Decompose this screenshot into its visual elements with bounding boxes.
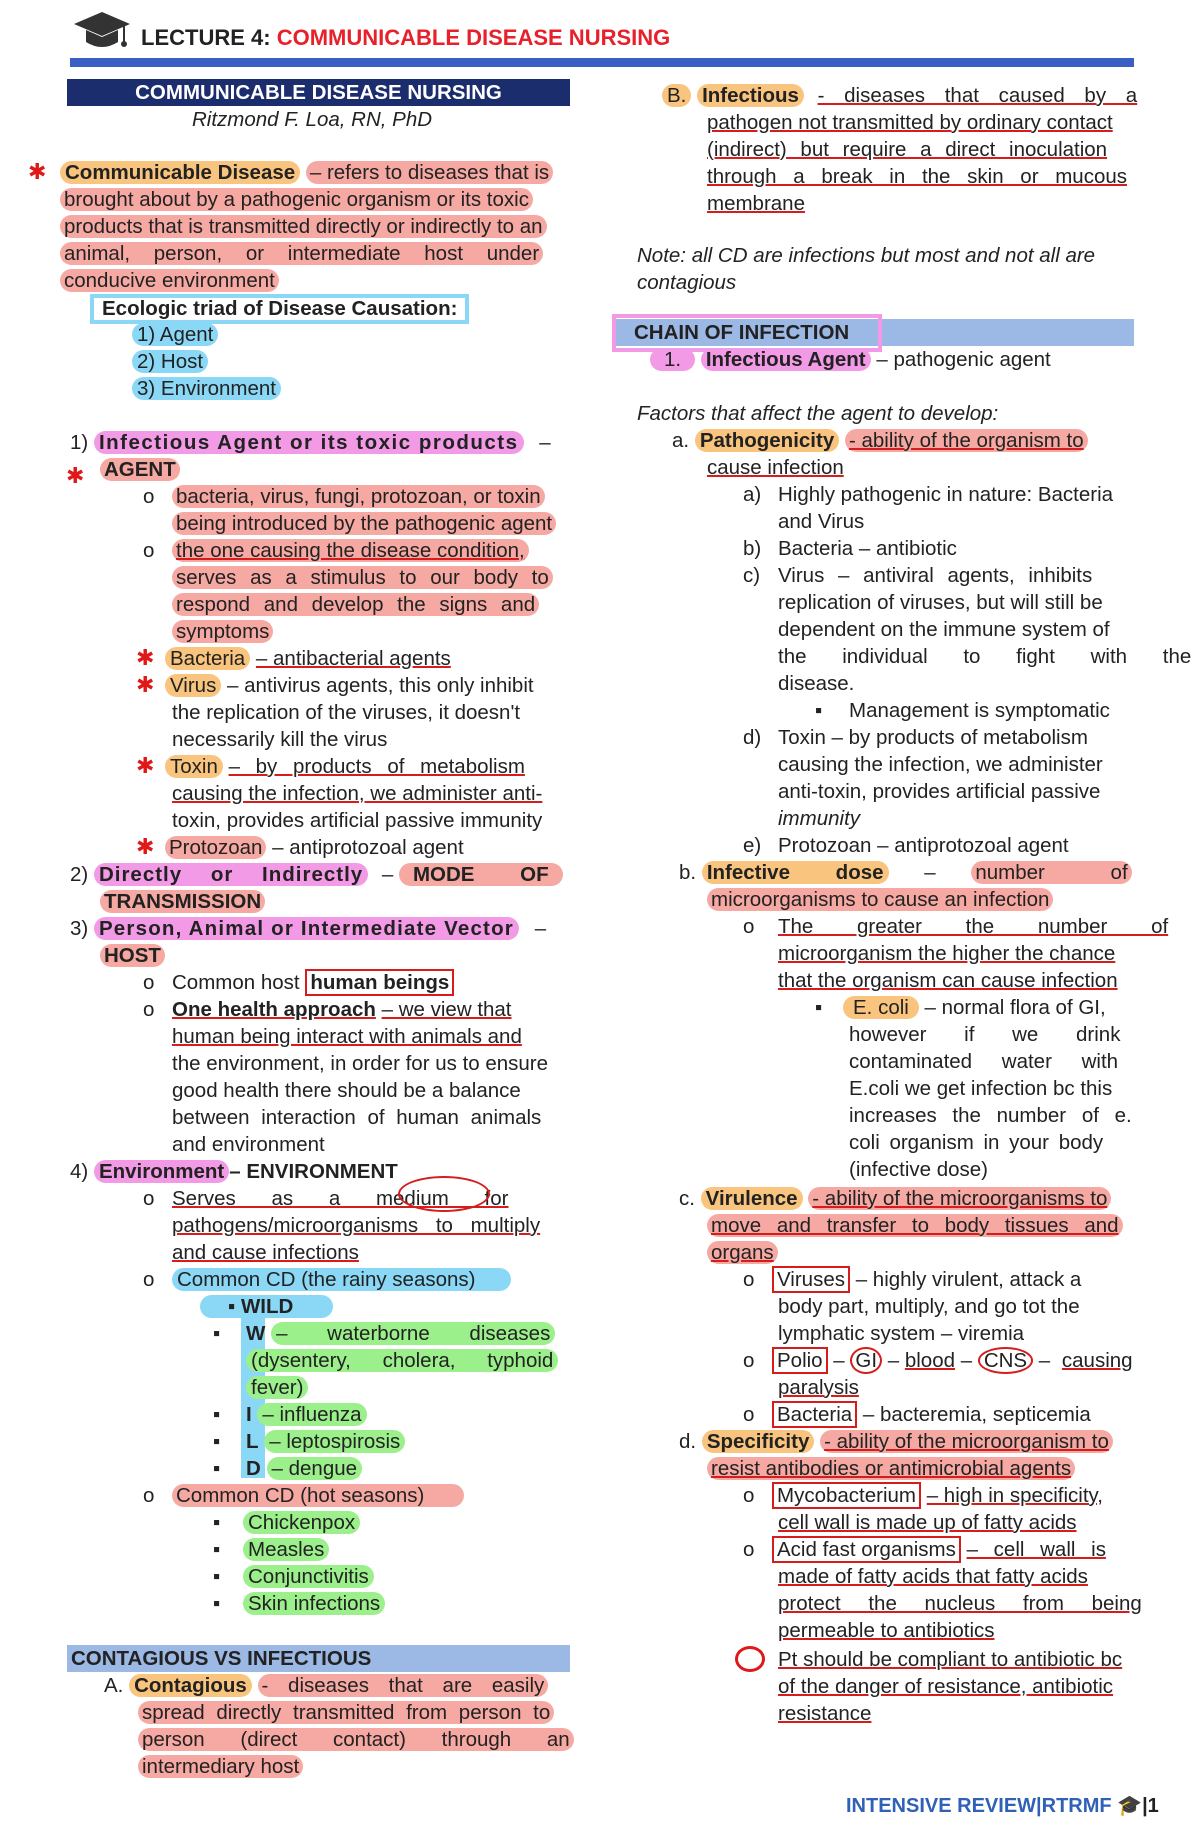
cd-def: brought about by a pathogenic organism or its toxic [60, 188, 533, 211]
s1-dash: – [539, 431, 551, 454]
a-term: Contagious [129, 1674, 252, 1697]
bacteria-term: Bacteria [165, 647, 250, 670]
pa-item: causing the infection, we administer [778, 753, 1103, 776]
ia-term: Infectious Agent [701, 348, 871, 371]
pa-num: c) [743, 564, 761, 587]
virus-rest: necessarily kill the virus [172, 728, 388, 751]
id-term: Infective dose [702, 861, 889, 884]
id-def: number of [971, 861, 1131, 884]
cd-def: products that is transmitted directly or indirectly to an [60, 215, 547, 238]
host-common: Common host [172, 971, 300, 994]
graduation-cap-icon [72, 8, 132, 54]
vir-def: move and transfer to body tissues and [707, 1214, 1123, 1237]
gi: GI [850, 1347, 882, 1374]
header-title: COMMUNICABLE DISEASE NURSING [276, 25, 671, 50]
causing: causing [1061, 1349, 1133, 1372]
star-icon: ✱ [66, 463, 85, 488]
protozoan-term: Protozoan [165, 836, 266, 859]
triad-title: Ecologic triad of Disease Causation: [90, 294, 469, 324]
triad-item: 1) Agent [132, 323, 218, 346]
host-label: HOST [100, 944, 165, 967]
pa-item: the individual to fight with the [778, 645, 1192, 668]
s2-num: 2) [70, 863, 89, 886]
b-def: - diseases that caused by a [817, 84, 1138, 107]
ia-rest: – pathogenic agent [876, 348, 1051, 371]
agent-heading [70, 429, 551, 456]
acid-rest: permeable to antibiotics [778, 1619, 995, 1642]
s4-num: 4) [70, 1160, 89, 1183]
one-health-rest: good health there should be a balance [172, 1079, 521, 1102]
circle-mark [398, 1176, 490, 1212]
pa-item: anti-toxin, provides artificial passive [778, 780, 1101, 803]
pa-num: a) [743, 483, 762, 506]
s1-title: Infectious Agent or its toxic products [94, 431, 524, 454]
vir-def: organs [707, 1241, 778, 1264]
pa-num: b) [743, 537, 762, 560]
b-def: pathogen not transmitted by ordinary contact [707, 111, 1113, 134]
virus-rest: the replication of the viruses, it doesn't [172, 701, 521, 724]
agent-bullet: symptoms [172, 620, 273, 643]
env-heading [70, 1158, 398, 1185]
id-dash: – [924, 861, 936, 884]
footer [846, 1793, 1159, 1820]
hot-item: Measles [243, 1538, 329, 1561]
cd-term: Communicable Disease [60, 161, 300, 184]
pa-item: Virus – antiviral agents, inhibits [778, 564, 1093, 587]
d-letter: D [246, 1457, 261, 1480]
cns: CNS [978, 1347, 1033, 1374]
b-def: through a break in the skin or mucous [707, 165, 1127, 188]
env-line: Serves as a medium for [172, 1187, 509, 1210]
a-def: person (direct contact) through an [138, 1728, 574, 1751]
myco-rest: – high in specificity, [926, 1484, 1103, 1507]
hot-label: Common CD (hot seasons) [172, 1484, 464, 1507]
one-health: One health approach [172, 998, 376, 1021]
myco-rest: cell wall is made up of fatty acids [778, 1511, 1077, 1534]
s2-mode: MODE OF [399, 863, 563, 886]
hot-item: Conjunctivitis [243, 1565, 374, 1588]
agent-bullet: being introduced by the pathogenic agent [172, 512, 556, 535]
page-header [141, 24, 670, 51]
s3-dash: – [534, 917, 547, 940]
graduation-cap-icon: 🎓 [1111, 1795, 1143, 1817]
header-rule [70, 58, 1134, 67]
cd-line-2 [60, 186, 570, 213]
i-text: – influenza [257, 1403, 366, 1426]
warning-icon [735, 1646, 765, 1672]
author: Ritzmond F. Loa, RN, PhD [192, 108, 433, 131]
acid-rest: – cell wall is [966, 1538, 1106, 1561]
ecoli-rest: E.coli we get infection bc this [849, 1077, 1113, 1100]
wild-label: ▪ WILD [200, 1295, 333, 1318]
viruses-rest: – highly virulent, attack a [855, 1268, 1082, 1291]
cvi-title: CONTAGIOUS VS INFECTIOUS [67, 1645, 570, 1672]
a-def: - diseases that are easily [258, 1674, 549, 1697]
hot-item: Skin infections [243, 1592, 385, 1615]
a-label: A. [104, 1674, 124, 1697]
bacteria2-term: Bacteria [772, 1401, 857, 1428]
spec-term: Specificity [702, 1430, 815, 1453]
pa-item: replication of viruses, but will still be [778, 591, 1103, 614]
pa-num: e) [743, 834, 762, 857]
toxin-rest: – by products of metabolism [228, 755, 525, 778]
id-bullet: that the organism can cause infection [778, 969, 1118, 992]
pa-item: and Virus [778, 510, 865, 533]
ecoli-rest: (infective dose) [849, 1158, 989, 1181]
s2-dash: – [381, 863, 394, 886]
chain-title: CHAIN OF INFECTION [612, 319, 1134, 346]
one-health-rest: between interaction of human animals [172, 1106, 542, 1129]
b-label: B. [662, 84, 691, 107]
virus-rest: – antivirus agents, this only inhibit [227, 674, 534, 697]
vir-label: c. [679, 1187, 695, 1210]
cd-def: conducive environment [60, 269, 279, 292]
pa-item: immunity [778, 807, 861, 830]
w-text: fever) [246, 1376, 308, 1399]
env-line: pathogens/microorganisms to multiply [172, 1214, 541, 1237]
id-bullet: microorganism the higher the chance [778, 942, 1116, 965]
note: contagious [637, 271, 737, 294]
section-title: COMMUNICABLE DISEASE NURSING [67, 79, 570, 106]
ecoli-rest: however if we drink [849, 1023, 1121, 1046]
toxin-rest: causing the infection, we administer anti- [172, 782, 543, 805]
s4-title: Environment [94, 1160, 229, 1183]
cd-line-4 [60, 240, 543, 267]
polio-term: Polio [772, 1347, 828, 1374]
pa-item: Bacteria – antibiotic [778, 537, 957, 560]
pa-term: Pathogenicity [695, 429, 839, 452]
star-icon: ✱ [28, 159, 47, 184]
rainy-label: Common CD (the rainy seasons) [172, 1268, 511, 1291]
cd-line-1 [60, 159, 553, 186]
ecoli-rest: contaminated water with [849, 1050, 1119, 1073]
viruses-rest: lymphatic system – viremia [778, 1322, 1025, 1345]
ia-num: 1. [650, 348, 695, 371]
s1-num: 1) [70, 431, 89, 454]
env-line: and cause infections [172, 1241, 359, 1264]
acid-rest: made of fatty acids that fatty acids [778, 1565, 1088, 1588]
ecoli-rest: coli organism in your body [849, 1131, 1104, 1154]
star-icon: ✱ [136, 834, 155, 859]
viruses-rest: body part, multiply, and go tot the [778, 1295, 1080, 1318]
cd-line-5 [60, 267, 279, 294]
footer-text: INTENSIVE REVIEW|RTRMF [846, 1795, 1112, 1817]
pa-item: disease. [778, 672, 855, 695]
i-letter: I [246, 1403, 252, 1426]
pt-note: Pt should be compliant to antibiotic bc [778, 1648, 1123, 1671]
star-icon: ✱ [136, 672, 155, 697]
pt-note: resistance [778, 1702, 872, 1725]
ecoli-rest: – normal flora of GI, [924, 996, 1106, 1019]
vir-def: - ability of the microorganisms to [808, 1187, 1111, 1210]
l-text: – leptospirosis [264, 1430, 405, 1453]
pa-def: - ability of the organism to [845, 429, 1088, 452]
w-text: (dysentery, cholera, typhoid [246, 1349, 558, 1372]
a-def: spread directly transmitted from person to [138, 1701, 554, 1724]
virus-term: Virus [165, 674, 221, 697]
l-letter: L [246, 1430, 259, 1453]
viruses-term: Viruses [772, 1266, 850, 1293]
spec-def: - ability of the microorganism to [820, 1430, 1113, 1453]
star-icon: ✱ [136, 645, 155, 670]
toxin-rest: toxin, provides artificial passive immunity [172, 809, 543, 832]
agent-bullet: the one causing the disease condition, [172, 539, 529, 562]
protozoan-rest: – antiprotozoal agent [272, 836, 464, 859]
triad-item: 3) Environment [132, 377, 281, 400]
mgmt: Management is symptomatic [849, 699, 1110, 722]
pa-def: cause infection [707, 456, 844, 479]
w-text: – waterborne diseases [271, 1322, 555, 1345]
s2-mode2: TRANSMISSION [100, 890, 265, 913]
host-heading [70, 915, 546, 942]
id-def: microorganisms to cause an infection [707, 888, 1053, 911]
pa-item: Highly pathogenic in nature: Bacteria [778, 483, 1114, 506]
pa-label: a. [672, 429, 690, 452]
agent-bullet: bacteria, virus, fungi, protozoan, or toxin [172, 485, 545, 508]
pa-item: dependent on the immune system of [778, 618, 1110, 641]
cd-def: animal, person, or intermediate host under [60, 242, 543, 265]
vir-term: Virulence [701, 1187, 803, 1210]
b-def: (indirect) but require a direct inoculation [707, 138, 1108, 161]
w-letter: W [246, 1322, 266, 1345]
bacteria2-rest: – bacteremia, septicemia [862, 1403, 1091, 1426]
hot-item: Chickenpox [243, 1511, 360, 1534]
header-prefix: LECTURE 4: [141, 25, 277, 50]
d-text: – dengue [267, 1457, 363, 1480]
b-def: membrane [707, 192, 805, 215]
s2-title: Directly or Indirectly [94, 863, 368, 886]
blood: blood [904, 1349, 956, 1372]
s3-num: 3) [70, 917, 89, 940]
agent-bullet: respond and develop the signs and [172, 593, 539, 616]
note: Note: all CD are infections but most and not all are [637, 244, 1096, 267]
spec-def: resist antibodies or antimicrobial agents [707, 1457, 1075, 1480]
a-def: intermediary host [138, 1755, 303, 1778]
s3-title: Person, Animal or Intermediate Vector [94, 917, 519, 940]
bacteria-rest: – antibacterial agents [255, 647, 451, 670]
acid-term: Acid fast organisms [772, 1536, 961, 1563]
host-box: human beings [305, 969, 454, 996]
id-label: b. [679, 861, 697, 884]
triad-item: 2) Host [132, 350, 208, 373]
paralysis: paralysis [778, 1376, 859, 1399]
agent-label: AGENT [100, 458, 180, 481]
toxin-term: Toxin [165, 755, 223, 778]
spec-label: d. [679, 1430, 697, 1453]
one-health-rest: – we view that [381, 998, 512, 1021]
one-health-rest: human being interact with animals and [172, 1025, 522, 1048]
ecoli-term: E. coli [843, 996, 919, 1019]
pa-item: Toxin – by products of metabolism [778, 726, 1088, 749]
acid-rest: protect the nucleus from being [778, 1592, 1142, 1615]
star-icon: ✱ [136, 753, 155, 778]
factors: Factors that affect the agent to develop: [637, 402, 999, 425]
s4-rest: – ENVIRONMENT [229, 1160, 398, 1183]
mode-heading [70, 861, 563, 888]
cd-line-3 [60, 213, 547, 240]
one-health-rest: the environment, in order for us to ensure [172, 1052, 549, 1075]
agent-bullet: serves as a stimulus to our body to [172, 566, 553, 589]
cd-def: – refers to diseases that is [306, 161, 553, 184]
b-term: Infectious [697, 84, 804, 107]
page-number: |1 [1142, 1795, 1159, 1817]
pa-item: Protozoan – antiprotozoal agent [778, 834, 1069, 857]
ecoli-rest: increases the number of e. [849, 1104, 1132, 1127]
id-bullet: The greater the number of [778, 915, 1169, 938]
one-health-rest: and environment [172, 1133, 325, 1156]
pa-num: d) [743, 726, 762, 749]
pt-note: of the danger of resistance, antibiotic [778, 1675, 1114, 1698]
myco-term: Mycobacterium [772, 1482, 921, 1509]
